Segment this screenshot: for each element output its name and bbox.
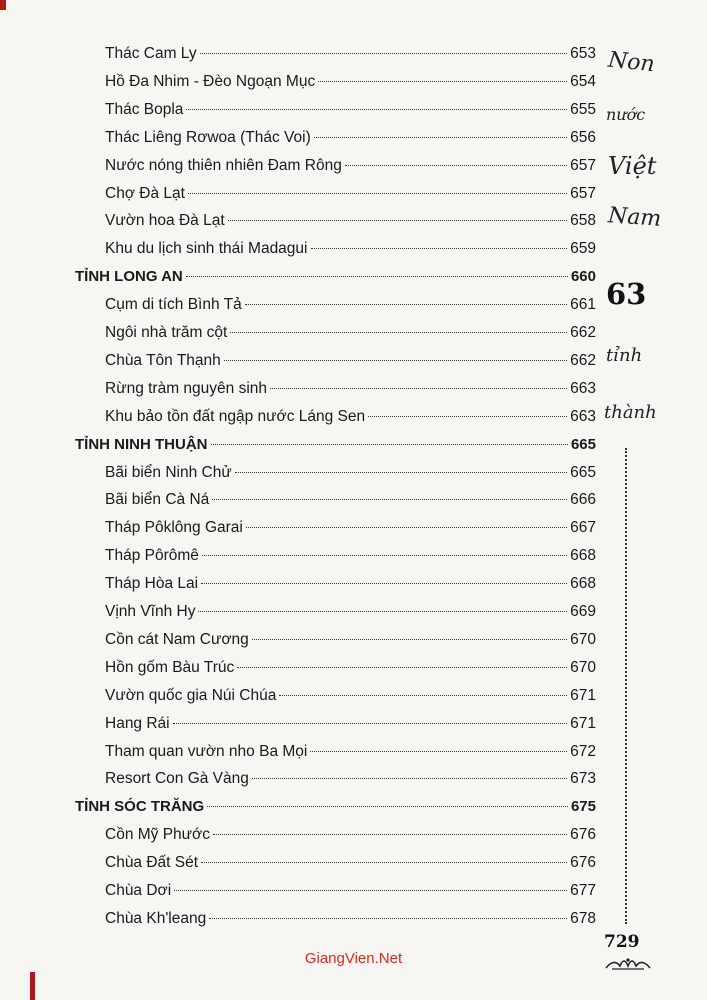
toc-page: 671 xyxy=(570,686,596,704)
toc-page: 673 xyxy=(570,770,596,788)
toc-page: 656 xyxy=(570,128,596,146)
toc-page: 676 xyxy=(570,854,596,872)
toc-row xyxy=(105,490,596,512)
dot-leader xyxy=(207,806,568,807)
dot-leader xyxy=(198,611,567,612)
dot-leader xyxy=(314,137,567,138)
dot-leader xyxy=(246,527,567,528)
toc-page: 676 xyxy=(570,826,596,844)
toc-title: Tháp Pôrômê xyxy=(105,547,199,565)
dot-leader xyxy=(252,778,567,779)
toc-page: 675 xyxy=(570,798,596,816)
dot-leader xyxy=(235,472,567,473)
toc-title: Vịnh Vĩnh Hy xyxy=(105,603,196,620)
toc-title: TỈNH NINH THUẬN xyxy=(75,435,208,453)
toc-page: 653 xyxy=(570,45,596,62)
side-word-viet: Việt xyxy=(608,152,657,180)
page-number: 729 xyxy=(604,932,640,952)
toc-page: 666 xyxy=(570,491,596,509)
dot-leader xyxy=(279,695,567,696)
dot-leader xyxy=(212,499,567,500)
toc-row xyxy=(105,351,596,373)
dot-leader xyxy=(202,555,567,556)
toc-title: TỈNH SÓC TRĂNG xyxy=(75,798,205,816)
toc-row xyxy=(105,630,596,652)
dot-leader xyxy=(252,639,567,640)
toc-title: Nước nóng thiên nhiên Đam Rông xyxy=(105,156,342,174)
dot-leader xyxy=(368,416,567,417)
side-title xyxy=(600,0,670,1000)
toc-row xyxy=(105,602,596,624)
toc-page: 677 xyxy=(570,882,596,899)
toc-row xyxy=(105,742,596,764)
toc-row xyxy=(105,769,596,791)
toc-title: Vườn quốc gia Núi Chúa xyxy=(105,686,277,704)
dot-leader xyxy=(201,583,567,584)
toc-section-row xyxy=(75,435,596,457)
toc-page: 667 xyxy=(570,519,596,537)
toc-title: Thác Bopla xyxy=(105,100,184,118)
dotted-vertical-rule xyxy=(625,448,627,924)
toc-title: Chùa Kh'leang xyxy=(105,909,207,927)
toc-title: Tháp Pôklông Garai xyxy=(105,519,243,537)
toc-page: 658 xyxy=(570,212,596,230)
toc-section-row xyxy=(75,267,596,289)
side-word-thanh: thành xyxy=(604,402,657,423)
toc-title: Vườn hoa Đà Lạt xyxy=(105,212,225,230)
toc-page: 655 xyxy=(570,100,596,118)
dot-leader xyxy=(310,751,567,752)
toc-page: 663 xyxy=(570,407,596,425)
dot-leader xyxy=(213,834,567,835)
dot-leader xyxy=(270,388,567,389)
toc-row xyxy=(105,295,596,317)
toc-title: Chùa Dơi xyxy=(105,882,172,899)
toc-title: Resort Con Gà Vàng xyxy=(105,770,249,788)
dot-leader xyxy=(245,304,567,305)
toc-page: 662 xyxy=(570,351,596,369)
toc-title: Hồn gốm Bàu Trúc xyxy=(105,658,235,676)
toc-row xyxy=(105,379,596,401)
toc-title: Thác Cam Ly xyxy=(105,45,197,62)
watermark-text: GiangVien.Net xyxy=(304,950,403,967)
toc-row xyxy=(105,853,596,875)
toc-page: 671 xyxy=(570,714,596,732)
toc-title: Hồ Đa Nhim - Đèo Ngoạn Mục xyxy=(105,72,316,90)
dot-leader xyxy=(224,360,567,361)
toc-title: Tham quan vườn nho Ba Mọi xyxy=(105,742,308,760)
dot-leader xyxy=(311,248,568,249)
toc-row xyxy=(105,518,596,540)
toc-row xyxy=(105,909,596,931)
toc-page: 670 xyxy=(570,630,596,648)
toc-row xyxy=(105,211,596,233)
toc-row xyxy=(105,546,596,568)
toc-row xyxy=(105,658,596,680)
dot-leader xyxy=(174,890,567,891)
toc-title: Thác Liêng Rơwoa (Thác Voi) xyxy=(105,128,311,146)
dot-leader xyxy=(318,81,567,82)
toc-title: TỈNH LONG AN xyxy=(75,268,183,286)
toc-row xyxy=(105,128,596,150)
side-word-nam: Nam xyxy=(607,203,663,232)
toc-page: 668 xyxy=(570,547,596,565)
toc-row xyxy=(105,156,596,178)
toc-section-row xyxy=(75,797,596,819)
toc-title: Chùa Đất Sét xyxy=(105,854,199,872)
dot-leader xyxy=(188,193,567,194)
toc-title: Chùa Tôn Thạnh xyxy=(105,351,221,369)
toc-page: 665 xyxy=(570,435,596,453)
toc-row xyxy=(105,714,596,736)
toc-row xyxy=(105,184,596,206)
toc-page: 659 xyxy=(570,240,596,258)
dot-leader xyxy=(201,862,567,863)
toc-row xyxy=(105,463,596,485)
toc-title: Bãi biển Cà Ná xyxy=(105,491,210,509)
dot-leader xyxy=(211,444,568,445)
toc-row xyxy=(105,881,596,903)
toc-page: 657 xyxy=(570,184,596,202)
toc-title: Tháp Hòa Lai xyxy=(105,575,199,593)
toc-row xyxy=(105,72,596,94)
toc-page: 661 xyxy=(570,296,596,314)
side-word-nuoc: nước xyxy=(606,105,646,124)
dot-leader xyxy=(186,109,567,110)
toc-title: Rừng tràm nguyên sinh xyxy=(105,379,268,397)
dot-leader xyxy=(237,667,567,668)
red-edge-mark xyxy=(30,972,35,1000)
dot-leader xyxy=(173,723,568,724)
toc-title: Khu du lịch sinh thái Madagui xyxy=(105,240,308,258)
toc-title: Ngôi nhà trăm cột xyxy=(105,324,228,341)
toc-page: 668 xyxy=(570,575,596,593)
toc-row xyxy=(105,100,596,122)
toc-page: 660 xyxy=(570,268,596,286)
toc-title: Cồn cát Nam Cương xyxy=(105,630,249,648)
side-number: 63 xyxy=(606,277,647,311)
toc-page: 670 xyxy=(570,658,596,676)
toc-page: 665 xyxy=(570,463,596,481)
toc-page: 662 xyxy=(570,324,596,341)
dot-leader xyxy=(186,276,568,277)
dot-leader xyxy=(200,53,568,54)
toc-row xyxy=(105,825,596,847)
toc-row xyxy=(105,239,596,261)
toc-row xyxy=(105,686,596,708)
toc-title: Cồn Mỹ Phước xyxy=(105,826,210,844)
toc-title: Khu bảo tồn đất ngập nước Láng Sen xyxy=(105,407,366,425)
toc-title: Hang Rái xyxy=(105,714,170,732)
toc-title: Chợ Đà Lạt xyxy=(105,184,185,202)
dot-leader xyxy=(228,220,567,221)
toc-page: 672 xyxy=(570,742,596,760)
toc-page: 678 xyxy=(570,909,596,927)
side-word-tinh: tỉnh xyxy=(606,345,643,366)
dot-leader xyxy=(230,332,567,333)
toc-row xyxy=(105,407,596,429)
toc-title: Cụm di tích Bình Tả xyxy=(105,296,242,314)
dot-leader xyxy=(345,165,567,166)
toc-title: Bãi biển Ninh Chử xyxy=(105,463,232,481)
toc-row xyxy=(105,323,596,345)
toc-page: 654 xyxy=(570,72,596,90)
side-word-non: Non xyxy=(606,47,656,78)
toc-row xyxy=(105,574,596,596)
dot-leader xyxy=(209,918,567,919)
toc-page: 669 xyxy=(570,603,596,620)
toc-row xyxy=(105,44,596,66)
toc-page: 663 xyxy=(570,379,596,397)
toc-page: 657 xyxy=(570,156,596,174)
